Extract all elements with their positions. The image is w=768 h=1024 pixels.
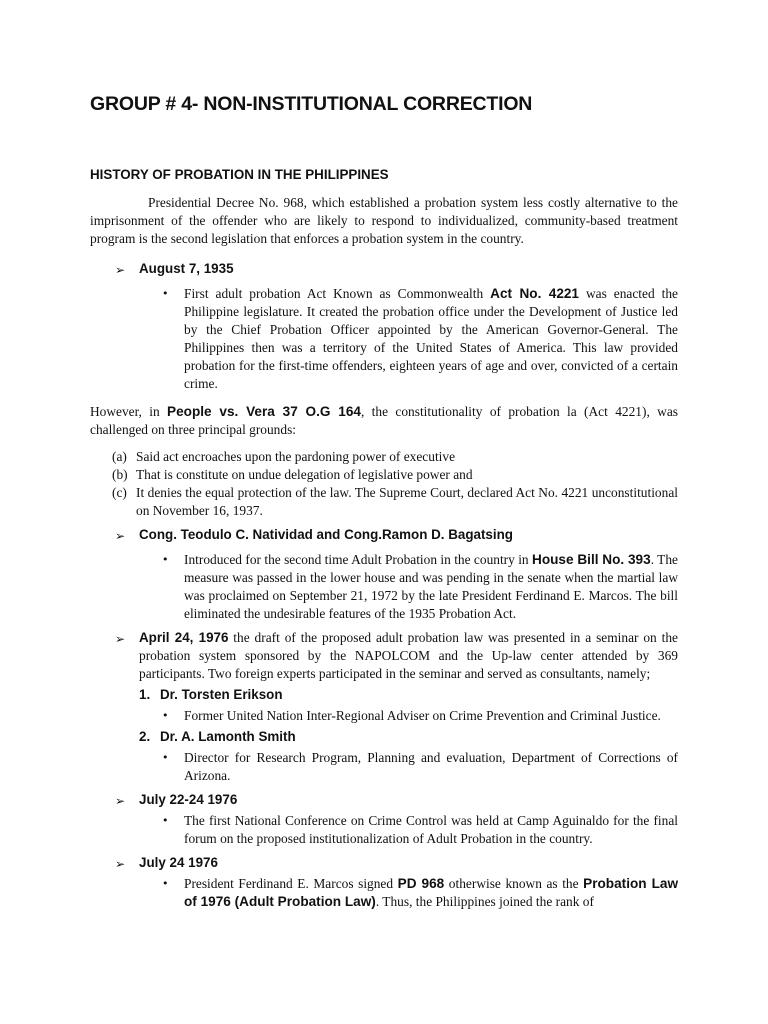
act-reference: Act No. 4221	[490, 286, 579, 301]
expert-item	[90, 728, 678, 746]
arrow-bullet-icon: ➢	[115, 794, 126, 808]
text-run: President Ferdinand E. Marcos signed	[184, 876, 398, 891]
case-reference: People vs. Vera 37 O.G 164	[167, 404, 361, 419]
text-run: otherwise known as the	[444, 876, 584, 891]
arrow-bullet-icon: ➢	[115, 632, 126, 646]
arrow-bullet-icon: ➢	[115, 529, 126, 543]
ground-text: Said act encroaches upon the pardoning power of executive	[136, 449, 456, 464]
text-run: First adult probation Act Known as Commonwealth	[184, 286, 491, 301]
document-page	[90, 92, 678, 911]
expert-bullet	[90, 749, 678, 785]
timeline-entry-1935	[90, 260, 678, 278]
expert-description: Former United Nation Inter-Regional Adviser on Crime Prevention and Criminal Justice.	[184, 708, 661, 723]
arrow-bullet-icon: ➢	[115, 857, 126, 871]
section-heading: HISTORY OF PROBATION IN THE PHILIPPINES	[90, 167, 389, 182]
bullet-dot-icon: •	[162, 553, 169, 566]
bullet-dot-icon: •	[162, 287, 169, 300]
text-run: . Thus, the Philippines joined the rank of	[375, 894, 594, 909]
text-run: was enacted the Philippine legislature. It created the probation office under the Development of Justice led by the Chief Probation Officer appointed by the American Governor-General. The Philippines then was a territory of the United States of America. This law provided probation for the first-time offenders, eighteen years of age and over, convicted of a certain crime.	[184, 286, 678, 391]
entry-date: April 24, 1976	[139, 630, 229, 645]
timeline-entry-july-22-24	[90, 791, 678, 809]
entry-july-24-bullet	[90, 875, 678, 911]
arrow-bullet-icon: ➢	[115, 263, 126, 277]
timeline-entry-april-1976	[90, 629, 678, 683]
expert-bullet	[90, 707, 678, 725]
entry-april-1976-text	[139, 629, 678, 683]
entry-natividad-text	[184, 551, 678, 623]
ground-item	[90, 448, 678, 466]
expert-description: Director for Research Program, Planning and evaluation, Department of Corrections of Arizona.	[184, 750, 678, 783]
entry-date: July 22-24 1976	[139, 792, 238, 807]
text-run: . The measure was passed in the lower house and was pending in the senate when the martial law was proclaimed on September 21, 1972 by the late President Ferdinand E. Marcos. The bill eliminated the undesirable features of the 1935 Probation Act.	[184, 552, 678, 621]
entry-authors: Cong. Teodulo C. Natividad and Cong.Ramon D. Bagatsing	[139, 527, 513, 542]
vera-paragraph	[90, 403, 678, 439]
text-run: the draft of the proposed adult probation law was presented in a seminar on the probation system sponsored by the NAPOLCOM and the Up-law center attended by 369 participants. Two foreign experts participated in the seminar and served as consultants, namely;	[139, 630, 678, 681]
ground-text: It denies the equal protection of the law. The Supreme Court, declared Act No. 4221 unconstitutional on November 16, 1937.	[136, 485, 678, 518]
entry-1935-bullet	[90, 285, 678, 393]
bill-reference: House Bill No. 393	[532, 552, 651, 567]
ground-letter: (b)	[112, 467, 128, 482]
expert-name: Dr. Torsten Erikson	[160, 687, 283, 702]
timeline-entry-natividad	[90, 526, 678, 544]
text-run: , the constitutionality of probation la (Act 4221), was challenged on three principal grounds:	[90, 404, 679, 437]
entry-july-22-24-bullet	[90, 812, 678, 848]
expert-item	[90, 686, 678, 704]
entry-date: July 24 1976	[139, 855, 218, 870]
entry-july-22-24-text: The first National Conference on Crime Control was held at Camp Aguinaldo for the final forum on the proposed institutionalization of Adult Probation in the country.	[184, 813, 678, 846]
intro-paragraph: Presidential Decree No. 968, which established a probation system less costly alternative to the imprisonment of the offender who are likely to respond to individualized, community-based treatment program is the second legislation that enforces a probation system in the country.	[90, 195, 678, 246]
document-title: GROUP # 4- NON-INSTITUTIONAL CORRECTION	[90, 93, 533, 115]
bullet-dot-icon: •	[162, 751, 169, 764]
ground-text: That is constitute on undue delegation of legislative power and	[136, 467, 473, 482]
grounds-list	[90, 448, 678, 520]
decree-reference: PD 968	[397, 876, 445, 891]
entry-1935-text	[184, 285, 678, 393]
ground-letter: (c)	[112, 485, 127, 500]
expert-number: 2.	[139, 729, 151, 744]
timeline-entry-july-24	[90, 854, 678, 872]
bullet-dot-icon: •	[162, 877, 169, 890]
law-name: Probation Law of 1976 (Adult Probation Law)	[184, 876, 679, 909]
entry-natividad-bullet	[90, 551, 678, 623]
entry-date: August 7, 1935	[139, 261, 234, 276]
ground-item	[90, 466, 678, 484]
bullet-dot-icon: •	[162, 814, 169, 827]
expert-name: Dr. A. Lamonth Smith	[160, 729, 296, 744]
text-run: However, in	[90, 404, 168, 419]
expert-number: 1.	[139, 687, 151, 702]
ground-letter: (a)	[112, 449, 127, 464]
ground-item	[90, 484, 678, 520]
entry-july-24-text	[184, 875, 678, 911]
text-run: Introduced for the second time Adult Probation in the country in	[184, 552, 532, 567]
vera-paragraph-block	[90, 403, 678, 439]
bullet-dot-icon: •	[162, 709, 169, 722]
